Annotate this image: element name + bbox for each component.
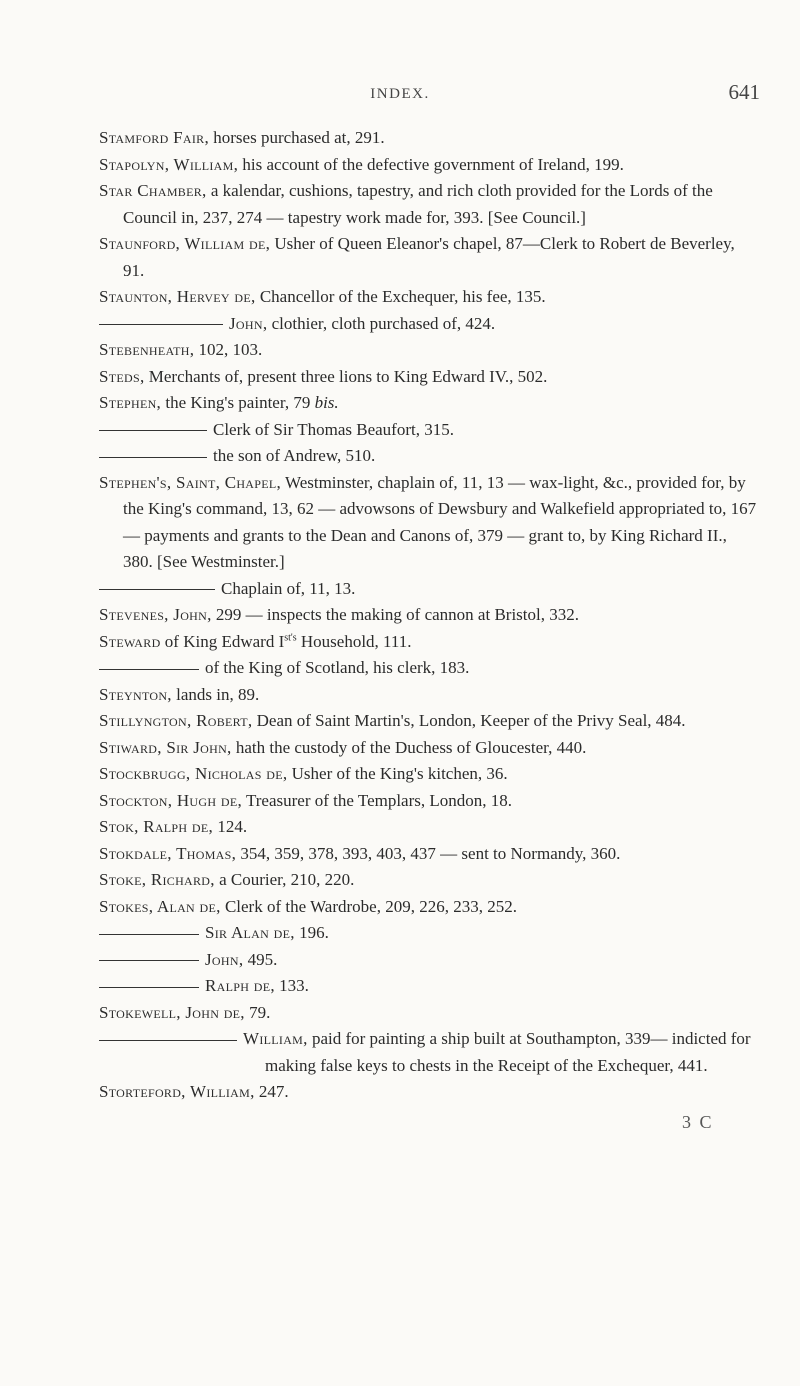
index-entry [99,629,759,656]
index-entry [99,682,759,709]
entry-text: a kalendar, cushions, tapestry, and rich cloth provided for the Lords of the Council in, 237, 274 — tapestry work made for, 393. [See Council.] [123,181,713,227]
entry-text: Household, 111. [296,631,412,651]
index-entry [99,1079,759,1106]
entry-text: clothier, cloth purchased of, 424. [267,313,496,333]
entry-text: 133. [274,976,309,995]
ditto-dash [99,589,215,590]
index-entry [99,761,759,788]
index-entry [99,231,759,284]
entry-heading: Stillyngton, Robert, [99,711,253,730]
index-subentry [99,973,759,1000]
entry-text: Merchants of, present three lions to King Edward IV., 502. [144,366,548,386]
entry-text: Westminster, chaplain of, 11, 13 — wax-light, &c., provided for, by the King's command, 13, 62 — advowsons of Dewsbury and Walkefield appropriated to, 167 — payments and grants to the Dean and Canons of, 379 — grant to, by King Richard II., 380. [See Westminster.] [123,472,757,571]
entry-text: 354, 359, 378, 393, 403, 437 — sent to Normandy, 360. [236,843,621,863]
entry-text: 196. [294,923,329,942]
index-entry [99,894,759,921]
entry-heading: Steynton, [99,684,172,704]
index-entry [99,867,759,894]
entry-heading: Stephen's, Saint, Chapel, [99,472,282,492]
index-entry [99,735,759,762]
index-subentry [99,1026,759,1079]
entry-heading: Stapolyn, William, [99,154,239,174]
entry-text: Clerk of the Wardrobe, 209, 226, 233, 252. [220,896,517,916]
entry-heading: Stamford Fair, [99,128,209,147]
ditto-dash [99,987,199,988]
index-entry [99,1000,759,1027]
entry-text: of the King of Scotland, his clerk, 183. [205,658,470,677]
entry-heading: Stokdale, Thomas, [99,843,237,863]
entry-heading: Stoke, Richard, [99,870,215,889]
entry-text: Dean of Saint Martin's, London, Keeper of the Privy Seal, 484. [252,711,686,730]
running-head: INDEX. [370,86,430,102]
index-subentry [99,947,759,974]
index-subentry [99,443,759,470]
entry-text: Usher of Queen Eleanor's chapel, 87—Clerk to Robert de Beverley, 91. [123,234,735,280]
index-subentry [99,417,759,444]
superscript: st's [284,631,297,643]
ditto-dash [99,960,199,961]
entry-heading: Staunton, Hervey de, [99,287,256,306]
index-entry [99,470,759,576]
entry-heading: Steds, [99,366,145,386]
entry-text: Clerk of Sir Thomas Beaufort, 315. [213,419,454,439]
entry-text: 495. [243,949,278,969]
entry-text: Treasurer of the Templars, London, 18. [242,790,513,810]
index-subentry [99,311,759,338]
index-entry [99,390,759,417]
index-entry [99,788,759,815]
index-entry [99,364,759,391]
entry-heading: Stebenheath, [99,340,195,359]
entry-heading: Stockbrugg, Nicholas de, [99,764,288,783]
index-subentry [99,576,759,603]
entry-text: of King Edward I [160,631,285,651]
entry-text: 124. [213,817,248,836]
index-entry [99,152,759,179]
entry-heading: Stiward, Sir John, [99,737,232,757]
entry-text: Chancellor of the Exchequer, his fee, 135. [255,287,546,306]
entry-heading: Stockton, Hugh de, [99,790,243,810]
ditto-dash [99,934,199,935]
index-entry [99,125,759,152]
entry-heading: Ralph de, [205,976,275,995]
page-number: 641 [728,80,760,104]
entry-heading: Stokes, Alan de, [99,896,221,916]
ditto-dash [99,324,223,325]
entry-text: lands in, 89. [171,684,260,704]
entry-text: paid for painting a ship built at Southampton, 339— indicted for making false keys to chests in the Receipt of the Exchequer, 441. [265,1029,751,1075]
entry-text: horses purchased at, 291. [209,128,385,147]
entry-text: 102, 103. [194,340,263,359]
entry-heading: John, [205,949,244,969]
index-subentry [99,655,759,682]
ditto-dash [99,669,199,670]
entry-heading: Steward [99,631,161,651]
entry-heading: Stok, Ralph de, [99,817,214,836]
ditto-dash [99,430,207,431]
entry-heading: Stokewell, John de, [99,1002,245,1022]
entry-heading: Storteford, William, [99,1082,255,1101]
index-entry [99,814,759,841]
entry-text: 247. [254,1082,289,1101]
entry-text: Usher of the King's kitchen, 36. [287,764,508,783]
index-entry [99,337,759,364]
entry-text: 79. [244,1002,271,1022]
ditto-dash [99,1040,237,1041]
index-subentry [99,920,759,947]
entry-text: his account of the defective government of Ireland, 199. [238,154,624,174]
entry-text: a Courier, 210, 220. [214,870,355,889]
entry-heading: William, [243,1029,308,1048]
ditto-dash [99,457,207,458]
entry-heading: Stevenes, John, [99,605,212,624]
index-entry [99,708,759,735]
entry-heading: John, [229,313,268,333]
index-entry [99,602,759,629]
entry-italic: bis. [314,393,339,412]
entry-heading: Staunford, William de, [99,234,271,253]
entry-text: Chaplain of, 11, 13. [221,578,356,598]
entry-text: the King's painter, 79 [161,393,315,412]
entry-heading: Star Chamber, [99,181,207,200]
index-entry [99,178,759,231]
index-entry [99,841,759,868]
entry-heading: Stephen, [99,393,162,412]
signature-mark: 3 C [682,1112,714,1132]
entry-text: hath the custody of the Duchess of Gloucester, 440. [231,737,587,757]
entry-text: 299 — inspects the making of cannon at Bristol, 332. [211,605,579,624]
entry-text: the son of Andrew, 510. [213,446,376,465]
index-entries [99,125,759,1106]
index-entry [99,284,759,311]
entry-heading: Sir Alan de, [205,923,295,942]
